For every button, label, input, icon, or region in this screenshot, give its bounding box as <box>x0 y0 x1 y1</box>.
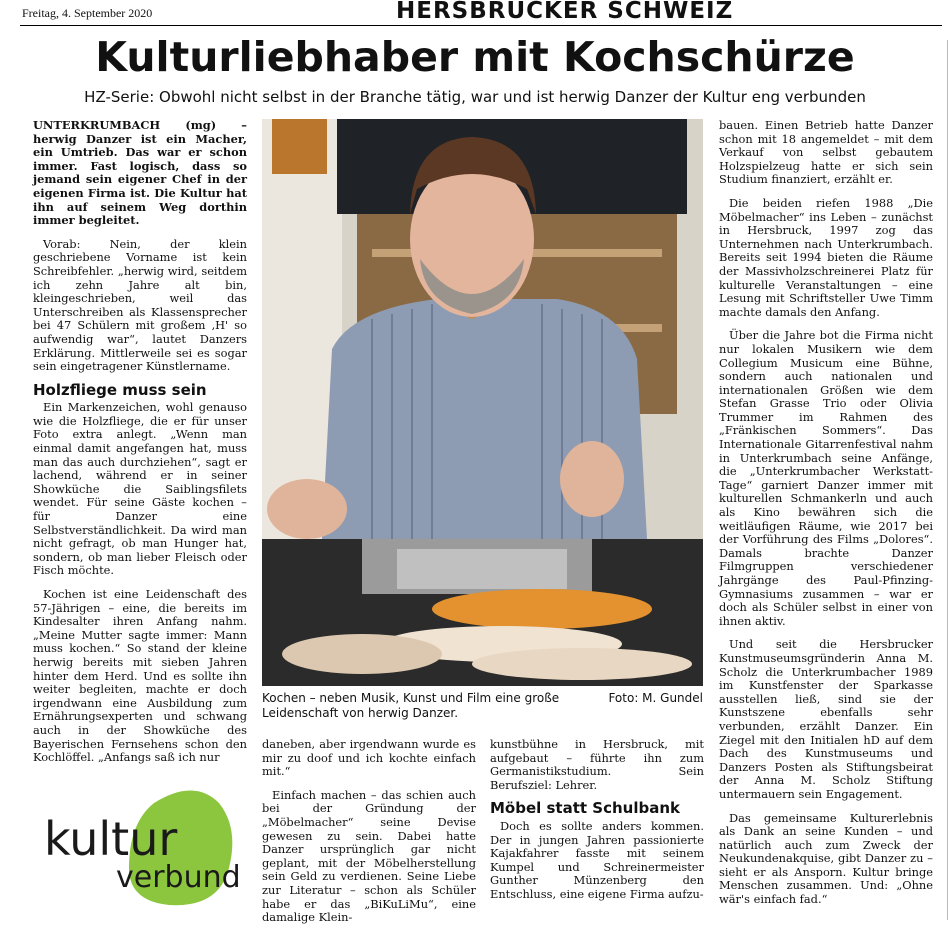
photo-credit: Foto: M. Gundel <box>608 691 703 705</box>
paragraph: daneben, aber irgendwann wurde es mir zu doof und ich kochte einfach mit.“ <box>262 737 476 779</box>
paragraph: bauen. Einen Betrieb hatte Danzer schon mit 18 angemeldet – mit dem Verkauf von selbst gebautem Holzspielzeug hatte er sich sein Studium finanziert, erzählt er. <box>719 118 933 187</box>
header-date: Freitag, 4. September 2020 <box>22 6 153 20</box>
caption-text: Kochen – neben Musik, Kunst und Film eine große Leidenschaft von herwig Danzer. <box>262 691 560 720</box>
right-rule <box>947 40 948 920</box>
subheading: Holzfliege muss sein <box>33 380 207 399</box>
column-2 <box>262 738 476 935</box>
logo-word-verbund: verbund <box>116 860 241 895</box>
paragraph: Die beiden riefen 1988 „Die Möbelmacher“ ins Leben – zunächst in Hersbruck, 1997 zog das Unternehmen nach Unterkrumbach. Bereits seit 1994 bieten die Räume der Massivholzschreinerei Platz für kulturelle Veranstaltungen – eine Lesung mit Schriftsteller Uwe Timm machte damals den Anfang. <box>719 195 933 319</box>
photo-caption <box>262 691 703 721</box>
subheading: Möbel statt Schulbank <box>490 799 680 818</box>
column-3 <box>490 738 704 912</box>
paragraph: Kochen ist eine Leidenschaft des 57-Jährigen – eine, die bereits im Kindesalter ihren Anfang nahm. „Meine Mutter sagte immer: Mann muss kochen.“ So stand der kleine herwig bereits mit sieben Jahren hinter dem Herd. Und es sollte ihn weiter begleiten, machte er doch irgendwann eine Ausbildung zum Ernährungsexperten und schwang auch in der Showküche des Bayerischen Fernsehens schon den Kochlöffel. „Anfangs saß ich nur <box>33 587 247 765</box>
logo-word-kultur: kultur <box>44 812 178 866</box>
article-headline: Kulturliebhaber mit Kochschürze <box>95 33 855 81</box>
article-photo <box>262 119 703 686</box>
paragraph: Ein Markenzeichen, wohl genauso wie die Holzfliege, die er für unser Foto extra anlegt. „Wenn man einmal damit angefangen hat, muss man das auch durchziehen“, sagt er lachend, während er in seiner Showküche die Saiblingsfilets wendet. Für seine Gäste kochen – für Danzer eine Selbstverständlichkeit. Da wird man nicht gefragt, ob man Hunger hat, sondern, ob man lieber Fleisch oder Fisch möchte. <box>33 400 247 578</box>
header-rule <box>20 25 942 26</box>
article-subhead: HZ-Serie: Obwohl nicht selbst in der Branche tätig, war und ist herwig Danzer der Kultur eng verbunden <box>84 88 866 106</box>
paragraph: kunstbühne in Hersbruck, mit aufgebaut – führte ihn zum Germanistikstudium. Sein Berufsziel: Lehrer. <box>490 737 704 792</box>
paragraph: Über die Jahre bot die Firma nicht nur lokalen Musikern wie dem Collegium Musicum eine Bühne, sondern auch nationalen und internationalen Größen wie dem Stefan Grasse Trio oder Olivia Trummer im Rahmen des „Fränkischen Sommers“. Das Internationale Gitarrenfestival nahm in Unterkrumbach seine Anfänge, die „Unterkrumbacher Werkstatt-Tage“ garniert Danzer immer mit kulturellen Schmankerln und auch als Kino bewähren sich die weitläufigen Räume, wie 2017 bei der Vorführung des Films „Dolores“. Damals brachte Danzer Filmgruppen verschiedener Jahrgänge des Paul-Pfinzing-Gymnasiums zusammen – war er doch als Schüler selbst in einer von ihnen aktiv. <box>719 328 933 628</box>
paragraph: Doch es sollte anders kommen. Der in jungen Jahren passionierte Kajakfahrer fasste mit seinem Kumpel und Schreinermeister Gunther Münzenberg den Entschluss, eine eigene Firma aufzu- <box>490 818 704 901</box>
column-4 <box>719 119 933 917</box>
column-1 <box>33 119 247 775</box>
paragraph: Einfach machen – das schien auch bei der Gründung der „Möbelmacher“ seine Devise gewesen zu sein. Dabei hatte Danzer ursprünglich gar nicht geplant, mit der Möbelherstellung sein Geld zu verdienen. Seine Liebe zur Literatur – schon als Schüler habe er das „BiKuLiMu“, eine damalige Klein- <box>262 787 476 925</box>
paragraph: Das gemeinsame Kulturerlebnis als Dank an seine Kunden – und natürlich auch zum Zweck der Neukundenakquise, gibt Danzer zu – sieht er als Ansporn. Kultur bringe Menschen zusammen. Und: „Ohne wär's einfach fad.“ <box>719 810 933 907</box>
header-region: HERSBRUCKER SCHWEIZ <box>396 0 734 24</box>
paragraph: Vorab: Nein, der klein geschriebene Vorname ist kein Schreibfehler. „herwig wird, seitdem ich zehn Jahre alt bin, kleingeschrieben, weil das Unterschreiben als Klassensprecher bei 47 Schülern mit großem ‚H' so aufwendig war“, lautet Danzers Erklärung. Mittlerweile sei es sogar sein eingetragener Künstlername. <box>33 236 247 374</box>
kulturverbund-logo <box>44 783 254 913</box>
paragraph: Und seit die Hersbrucker Kunstmuseumsgründerin Anna M. Scholz die Unterkrumbacher 1989 im Kunstfenster der Sparkasse ausstellen ließ, sind sie der Kunstszene ebenfalls sehr verbunden, erzählt Danzer. Ein Ziegel mit den Initialen hD auf dem Dach des Kunstmuseums und Danzers Posten als Stiftungsbeirat der Anna M. Scholz Stiftung untermauern sein Engagement. <box>719 637 933 801</box>
article-lead: UNTERKRUMBACH (mg) – herwig Danzer ist ein Macher, ein Umtrieb. Das war er schon immer. Fast logisch, dass so jemand sein eigener Chef in der eigenen Firma ist. Die Kultur hat ihn auf seinem Weg dorthin immer begleitet. <box>33 118 247 228</box>
